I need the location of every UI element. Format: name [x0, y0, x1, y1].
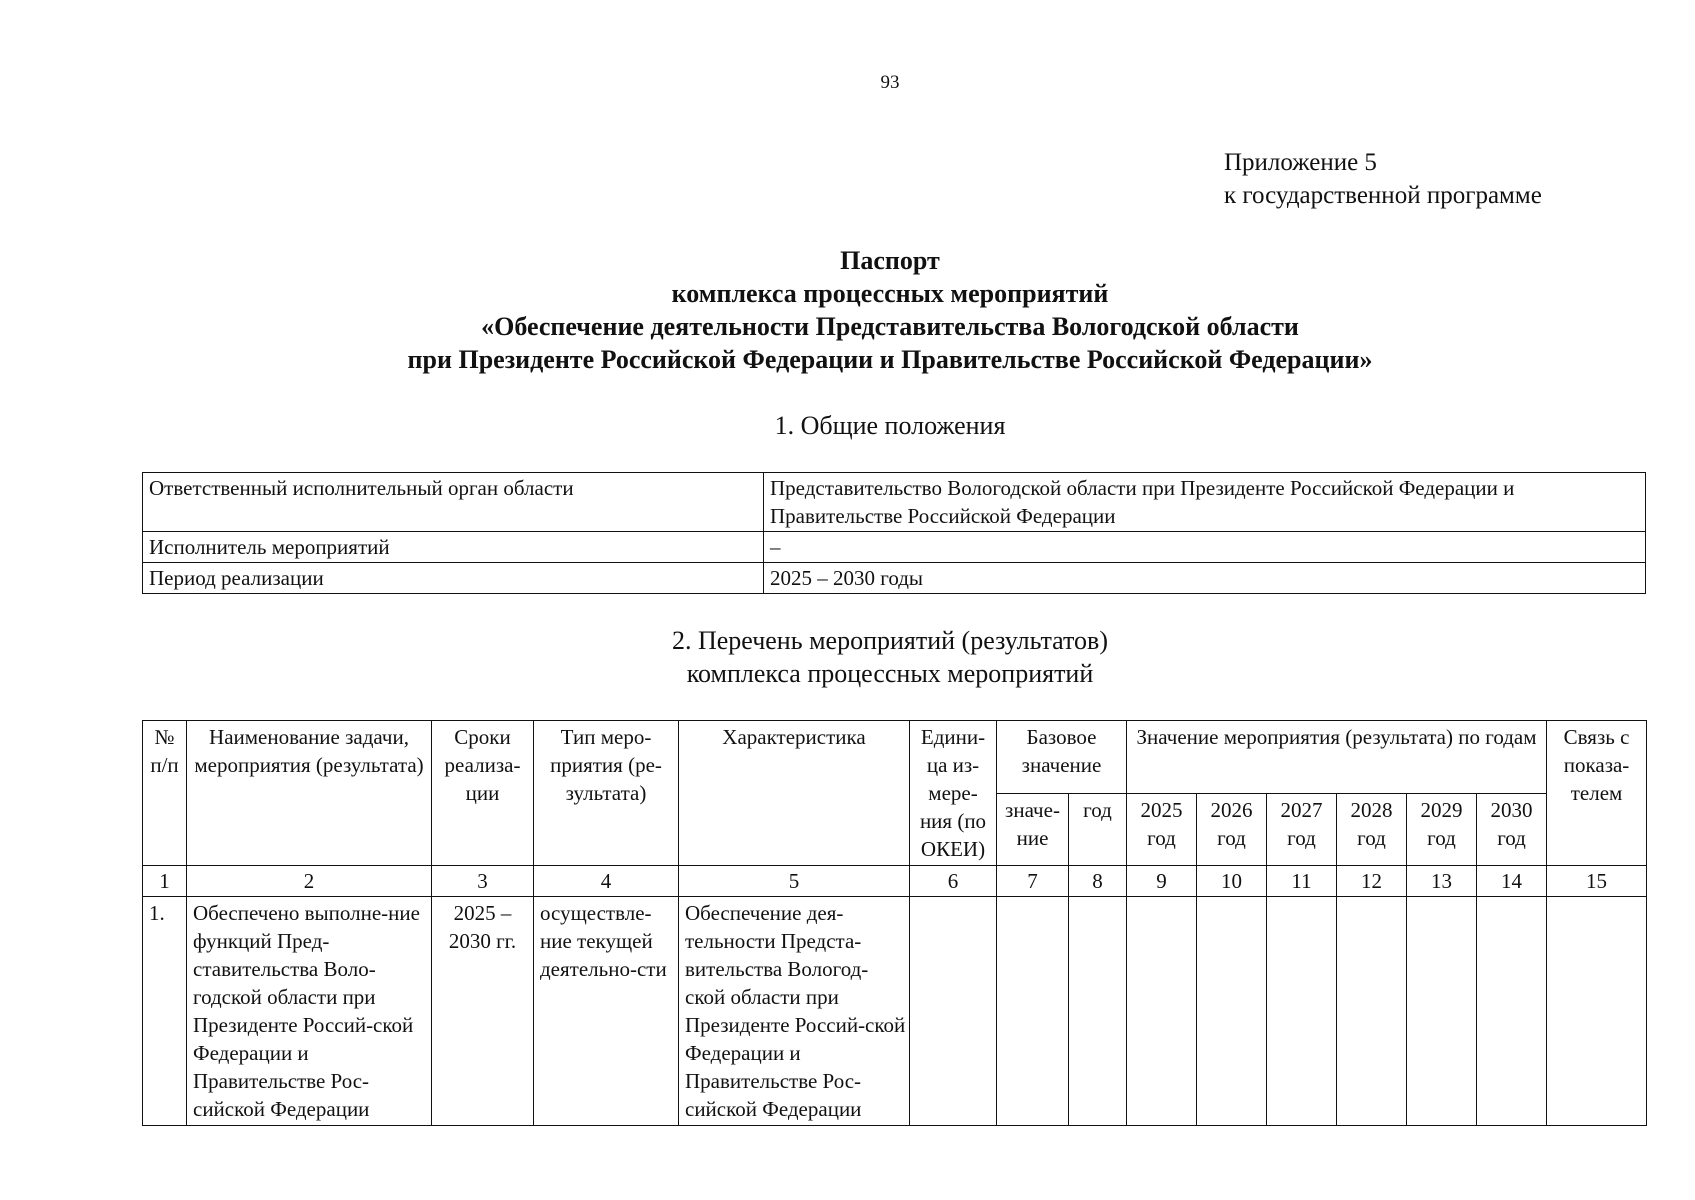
- row-base-value: [997, 897, 1069, 1126]
- header-year-2029: 2029 год: [1407, 793, 1477, 866]
- general-value: –: [764, 532, 1646, 563]
- row-link: [1547, 897, 1647, 1126]
- column-number: 1: [143, 866, 187, 897]
- row-name: Обеспечено выполне-ние функций Пред-ставительства Воло-годской области при Президенте Россий-ской Федерации и Правительстве Рос-сийской Федерации: [187, 897, 432, 1126]
- header-base-year: год: [1069, 793, 1127, 866]
- header-year-2030: 2030 год: [1477, 793, 1547, 866]
- row-value-2030: [1477, 897, 1547, 1126]
- table-row: [143, 532, 1646, 563]
- table-row: [143, 473, 1646, 532]
- appendix-line-2: к государственной программе: [1224, 182, 1542, 209]
- column-number: 13: [1407, 866, 1477, 897]
- title-line-3: «Обеспечение деятельности Представительства Вологодской области: [481, 312, 1299, 341]
- header-year-2027: 2027 год: [1267, 793, 1337, 866]
- column-number: 14: [1477, 866, 1547, 897]
- header-characteristic: Характеристика: [679, 721, 910, 866]
- header-year-2025: 2025 год: [1127, 793, 1197, 866]
- appendix-note: [1224, 146, 1542, 212]
- header-name: Наименование задачи, мероприятия (результата): [187, 721, 432, 866]
- column-number: 10: [1197, 866, 1267, 897]
- row-base-year: [1069, 897, 1127, 1126]
- column-number: 5: [679, 866, 910, 897]
- column-number: 4: [534, 866, 679, 897]
- row-characteristic: Обеспечение дея-тельности Предста-вительства Вологод-ской области при Президенте Россий-ской Федерации и Правительстве Рос-сийской Федерации: [679, 897, 910, 1126]
- column-number: 3: [432, 866, 534, 897]
- header-base: Базовое значение: [997, 721, 1127, 794]
- column-number: 7: [997, 866, 1069, 897]
- general-value: Представительство Вологодской области при Президенте Российской Федерации и Правительстве Российской Федерации: [764, 473, 1646, 532]
- section-1-heading: [0, 409, 1695, 442]
- appendix-line-1: Приложение 5: [1224, 149, 1377, 176]
- general-label: Исполнитель мероприятий: [143, 532, 764, 563]
- general-label: Период реализации: [143, 563, 764, 594]
- column-number: 12: [1337, 866, 1407, 897]
- row-value-2025: [1127, 897, 1197, 1126]
- header-link: Связь с показа-телем: [1547, 721, 1647, 866]
- header-row: [143, 721, 1647, 794]
- row-value-2029: [1407, 897, 1477, 1126]
- section-2-heading-line-1: 2. Перечень мероприятий (результатов): [671, 626, 1108, 655]
- row-terms: 2025 – 2030 гг.: [432, 897, 534, 1126]
- header-values-by-year: Значение мероприятия (результата) по годам: [1127, 721, 1547, 794]
- row-value-2027: [1267, 897, 1337, 1126]
- section-1-heading-text: 1. Общие положения: [774, 411, 1006, 440]
- header-year-2028: 2028 год: [1337, 793, 1407, 866]
- column-number: 15: [1547, 866, 1647, 897]
- table-row: [143, 897, 1647, 1126]
- section-2-heading-line-2: комплекса процессных мероприятий: [686, 659, 1094, 688]
- header-num: № п/п: [143, 721, 187, 866]
- general-value: 2025 – 2030 годы: [764, 563, 1646, 594]
- row-unit: [910, 897, 997, 1126]
- column-number-row: [143, 866, 1647, 897]
- title-line-2: комплекса процессных мероприятий: [671, 279, 1109, 308]
- section-2-heading: [0, 624, 1695, 690]
- title-line-4: при Президенте Российской Федерации и Правительстве Российской Федерации»: [407, 345, 1373, 374]
- title-line-1: Паспорт: [840, 246, 940, 275]
- document-title: [0, 244, 1695, 376]
- column-number: 8: [1069, 866, 1127, 897]
- column-number: 2: [187, 866, 432, 897]
- header-type: Тип меро-приятия (ре-зультата): [534, 721, 679, 866]
- general-label: Ответственный исполнительный орган области: [143, 473, 764, 532]
- row-value-2028: [1337, 897, 1407, 1126]
- general-provisions-table: [142, 472, 1646, 594]
- header-year-2026: 2026 год: [1197, 793, 1267, 866]
- table-row: [143, 563, 1646, 594]
- header-base-value: значе-ние: [997, 793, 1069, 866]
- column-number: 9: [1127, 866, 1197, 897]
- page-number: 93: [880, 72, 900, 93]
- events-table: [142, 720, 1647, 1126]
- header-unit: Едини-ца из-мере-ния (по ОКЕИ): [910, 721, 997, 866]
- header-terms: Сроки реализа-ции: [432, 721, 534, 866]
- row-value-2026: [1197, 897, 1267, 1126]
- column-number: 11: [1267, 866, 1337, 897]
- column-number: 6: [910, 866, 997, 897]
- row-num: 1.: [143, 897, 187, 1126]
- row-type: осуществле-ние текущей деятельно-сти: [534, 897, 679, 1126]
